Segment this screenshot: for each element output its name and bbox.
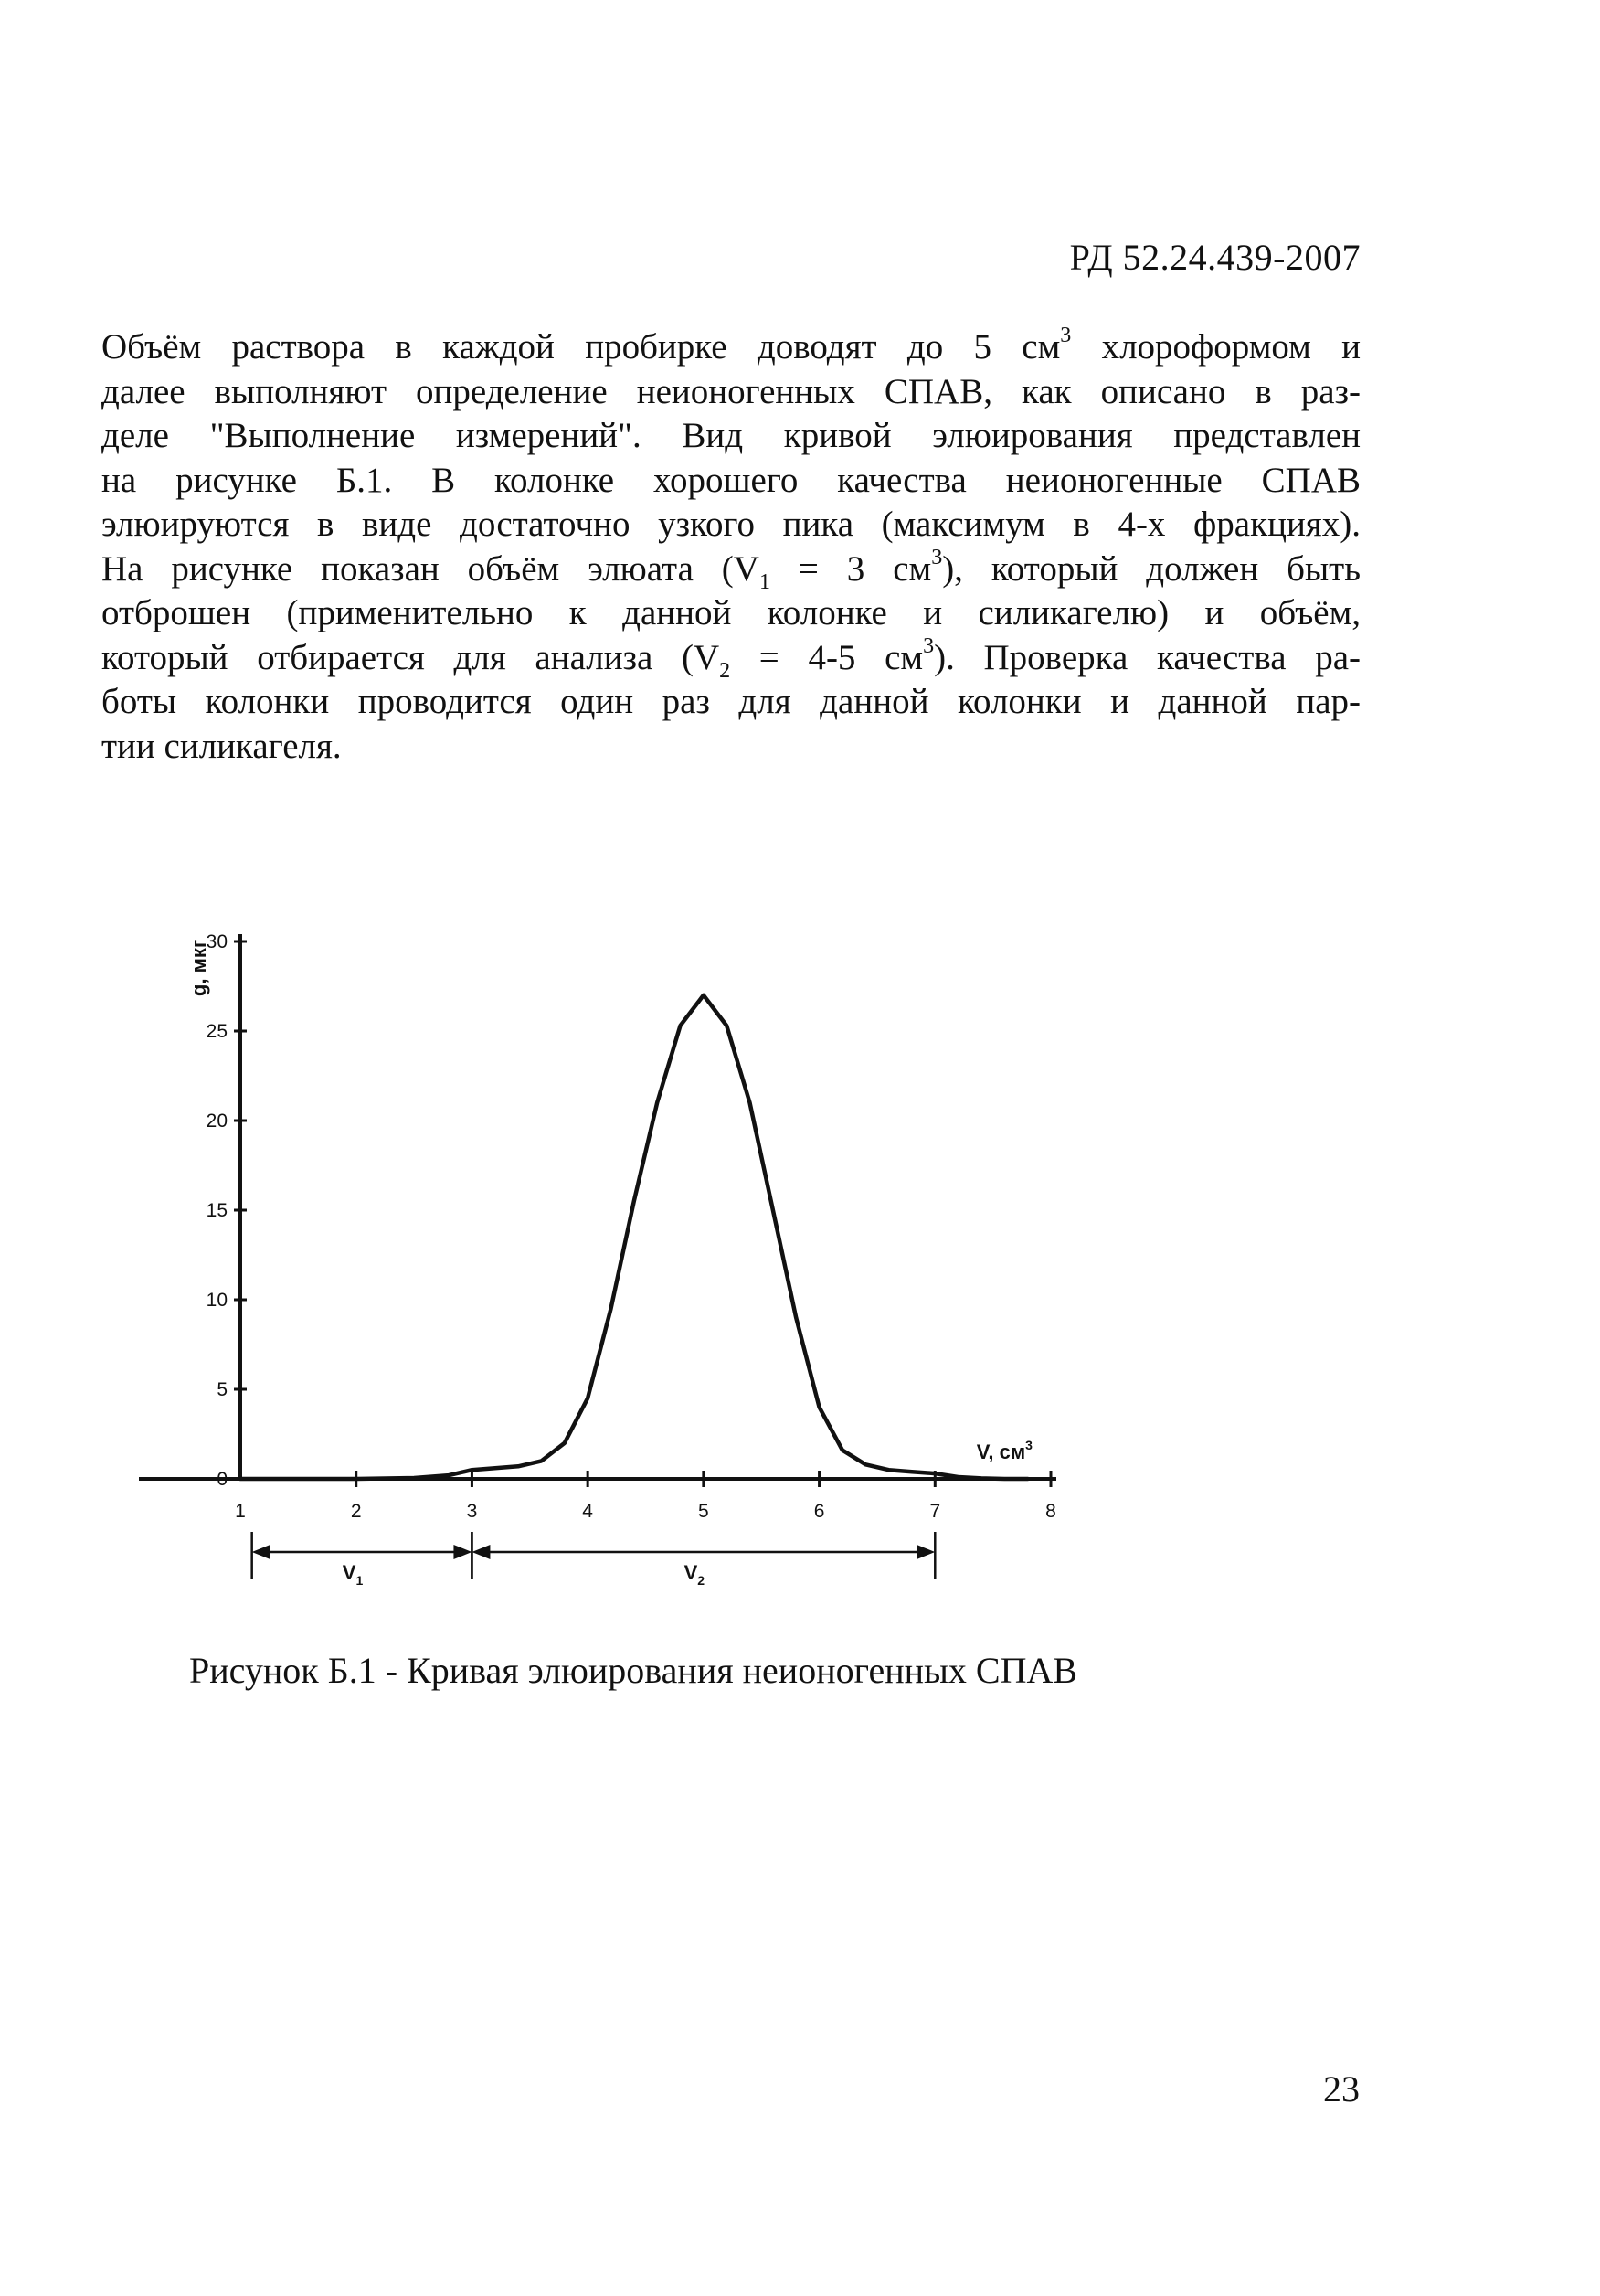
text-run: отброшен (применительно к данной колонке и силикагелю) и объём, [101,593,1361,632]
interval-label-sub: 2 [697,1573,705,1588]
y-tick-label: 5 [217,1379,228,1400]
subscript: 1 [758,569,770,594]
superscript: 3 [1060,324,1072,347]
document-code: РД 52.24.439-2007 [1069,237,1361,278]
interval-label-sub: 1 [355,1573,364,1588]
text-line [101,680,1361,725]
text-run: на рисунке Б.1. В колонке хорошего качества неионогенные СПАВ [101,460,1361,500]
text-line [101,725,1361,770]
text-line [101,591,1361,636]
y-tick-label: 0 [217,1469,228,1490]
interval-arrowhead-right [453,1545,472,1559]
text-line [101,459,1361,504]
text-run: далее выполняют определение неионогенных СПАВ, как описано в раз- [101,371,1361,411]
text-run: = 4-5 см [730,637,924,677]
text-run: Объём раствора в каждой пробирке доводят до 5 см [101,327,1061,367]
x-axis-label-main: V, см [976,1440,1026,1463]
x-tick-label: 6 [813,1501,825,1522]
superscript: 3 [931,545,943,569]
interval-label [684,1561,705,1588]
interval-label [343,1561,364,1588]
subscript: 2 [719,658,731,683]
x-tick-label: 4 [582,1501,593,1522]
y-tick-label: 10 [206,1290,228,1311]
figure-caption: Рисунок Б.1 - Кривая элюирования неионогенных СПАВ [189,1650,1078,1691]
text-line [101,633,1362,683]
text-line [101,503,1361,547]
y-axis-label: g, мкг [187,939,210,996]
text-run: деле "Выполнение измерений". Вид кривой элюирования представлен [101,416,1361,455]
interval-label-main: V [683,1561,698,1584]
interval-arrowhead-left [472,1545,490,1559]
text-run: боты колонки проводится один раз для данной колонки и данной пар- [101,682,1361,721]
chart-svg [110,905,1097,1600]
elution-curve-line [240,995,1028,1479]
x-tick-label: 1 [235,1501,246,1522]
text-run: ), который должен быть [942,548,1362,589]
x-axis-label-sup: 3 [1025,1438,1033,1452]
interval-arrowhead-left [252,1545,270,1559]
text-run: хлороформом и [1071,327,1361,367]
y-tick-label: 25 [206,1021,228,1042]
x-tick-label: 2 [350,1501,362,1522]
body-paragraph [101,325,1361,769]
x-tick-label: 8 [1045,1501,1056,1522]
y-tick-label: 30 [206,931,228,952]
text-run: тии силикагеля. [101,726,342,766]
x-tick-label: 7 [929,1501,941,1522]
text-line [101,547,1361,592]
y-tick-label: 20 [206,1111,228,1132]
text-run: = 3 см [769,548,932,589]
text-run: элюируются в виде достаточно узкого пика (максимум в 4-х фракциях). [101,505,1361,544]
superscript: 3 [923,633,935,658]
x-axis-label [977,1438,1033,1463]
elution-chart [110,905,1097,1600]
text-run: который отбирается для анализа (V [101,637,720,677]
x-tick-label: 3 [466,1501,478,1522]
x-tick-label: 5 [698,1501,709,1522]
interval-arrowhead-right [917,1545,935,1559]
text-line [101,325,1361,370]
text-line [101,370,1361,415]
text-line [101,414,1361,459]
text-run: На рисунке показан объём элюата (V [101,548,759,589]
interval-label-main: V [342,1561,356,1584]
text-run: ). Проверка качества ра- [934,637,1362,677]
y-tick-label: 15 [206,1200,228,1221]
page-number: 23 [1323,2068,1360,2110]
